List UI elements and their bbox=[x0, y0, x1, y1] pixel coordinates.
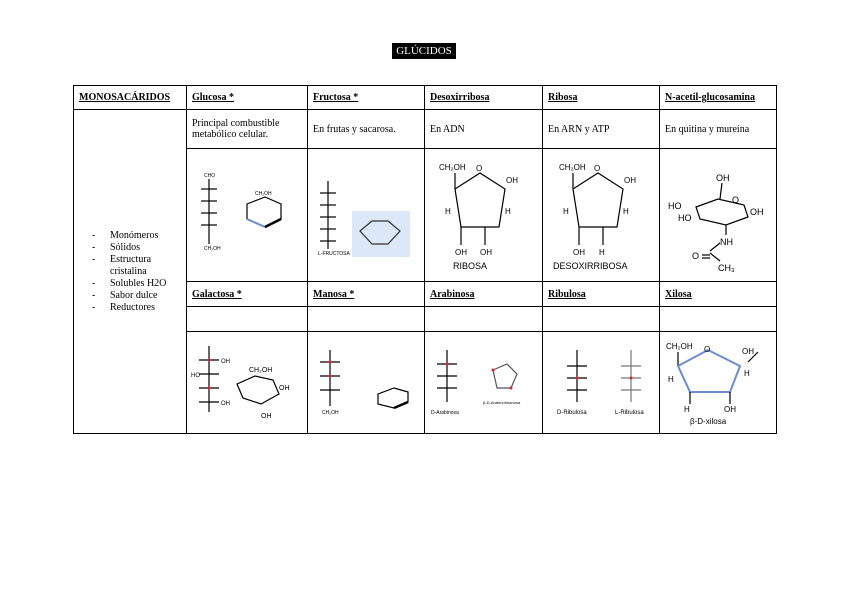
o-label: O bbox=[704, 345, 711, 354]
property-item: - Reductores bbox=[92, 302, 181, 314]
ch2oh-label: CH₂OH bbox=[249, 367, 273, 374]
oh-label: OH bbox=[624, 176, 636, 185]
h-label: H bbox=[505, 207, 511, 216]
h-label: H bbox=[744, 369, 750, 378]
properties-list bbox=[92, 230, 181, 314]
oh-label: OH bbox=[261, 413, 272, 420]
empty-cell bbox=[660, 307, 777, 332]
header-row bbox=[74, 86, 777, 110]
properties-cell bbox=[74, 110, 187, 434]
o-label: O bbox=[476, 164, 483, 173]
oh-label: OH bbox=[573, 248, 585, 257]
structure-glucosa bbox=[187, 149, 308, 282]
galactosa-structure-image bbox=[187, 332, 308, 433]
h-label: H bbox=[599, 248, 605, 257]
o-label: O bbox=[692, 251, 700, 261]
n-acetil-glucosamina-image bbox=[660, 149, 777, 281]
structure-xilosa bbox=[660, 332, 777, 434]
structure-fructosa bbox=[308, 149, 425, 282]
h-label: H bbox=[684, 405, 690, 414]
l-ribulosa-caption: L-Ribulosa bbox=[615, 410, 644, 416]
ribosa-caption: RIBOSA bbox=[453, 261, 488, 271]
empty-cell bbox=[543, 307, 660, 332]
property-item: - Monómeros bbox=[92, 230, 181, 242]
ch2oh-label: CH₂OH bbox=[666, 342, 693, 351]
desc-glucosa: Principal combustible metabólico celular. bbox=[187, 110, 308, 149]
oh-label: OH bbox=[480, 248, 492, 257]
h-label: H bbox=[563, 207, 569, 216]
header-xilosa: Xilosa bbox=[660, 282, 777, 307]
h-label: H bbox=[623, 207, 629, 216]
d-arabinosa-caption: D-Arabinosa bbox=[431, 410, 459, 416]
header-arabinosa: Arabinosa bbox=[425, 282, 543, 307]
ch3-label: CH₃ bbox=[718, 263, 735, 273]
monosaccharides-table bbox=[73, 85, 777, 434]
category-header: MONOSACÁRIDOS bbox=[74, 86, 187, 110]
property-item: - Sabor dulce bbox=[92, 290, 181, 302]
h-label: H bbox=[445, 207, 451, 216]
property-item: - Sólidos bbox=[92, 242, 181, 254]
header-galactosa: Galactosa * bbox=[187, 282, 308, 307]
oh-label: OH bbox=[279, 385, 290, 392]
ho-label: HO bbox=[668, 201, 682, 211]
desc-ribosa: En ARN y ATP bbox=[543, 110, 660, 149]
property-item: - Solubles H2O bbox=[92, 278, 181, 290]
nh-label: NH bbox=[720, 237, 733, 247]
header-ribulosa: Ribulosa bbox=[543, 282, 660, 307]
structure-arabinosa bbox=[425, 332, 543, 434]
property-item: - Estructura cristalina bbox=[92, 254, 181, 278]
ho-label: HO bbox=[191, 373, 200, 379]
oh-label: OH bbox=[221, 401, 230, 407]
page-title: GLÚCIDOS bbox=[392, 43, 456, 59]
oh-label: OH bbox=[742, 347, 754, 356]
arabinosa-structure-image bbox=[425, 332, 543, 433]
structure-desoxirribosa bbox=[425, 149, 543, 282]
desc-desoxirribosa: En ADN bbox=[425, 110, 543, 149]
svg-text:CH₂OH: CH₂OH bbox=[322, 410, 339, 416]
h-label: H bbox=[668, 375, 674, 384]
manosa-structure-image bbox=[308, 332, 425, 433]
b-arabinosa-caption: β-D-Arabinofuranosa bbox=[483, 400, 521, 405]
o-label: O bbox=[732, 195, 740, 205]
oh-label: OH bbox=[455, 248, 467, 257]
desoxirribosa-caption: DESOXIRRIBOSA bbox=[553, 261, 628, 271]
desoxirribosa-ring-image bbox=[543, 149, 660, 281]
header-desoxirribosa: Desoxirribosa bbox=[425, 86, 543, 110]
header-fructosa: Fructosa * bbox=[308, 86, 425, 110]
oh-label: OH bbox=[724, 405, 736, 414]
structure-ribulosa bbox=[543, 332, 660, 434]
desc-fructosa: En frutas y sacarosa. bbox=[308, 110, 425, 149]
header-glucosa: Glucosa * bbox=[187, 86, 308, 110]
fructosa-structure-image bbox=[308, 149, 425, 281]
empty-cell bbox=[308, 307, 425, 332]
ribosa-ring-image bbox=[425, 149, 542, 281]
structure-n-acetil bbox=[660, 149, 777, 282]
header-ribosa: Ribosa bbox=[543, 86, 660, 110]
ho-label: HO bbox=[678, 213, 692, 223]
xilosa-structure-image bbox=[660, 332, 777, 433]
oh-label: OH bbox=[221, 359, 230, 365]
empty-cell bbox=[425, 307, 543, 332]
oh-label: OH bbox=[506, 176, 518, 185]
ribulosa-structure-image bbox=[543, 332, 660, 433]
svg-text:CHO: CHO bbox=[204, 173, 216, 179]
ch2oh-label: CH₂OH bbox=[559, 163, 586, 172]
structure-galactosa bbox=[187, 332, 308, 434]
description-row bbox=[74, 110, 777, 149]
empty-cell bbox=[187, 307, 308, 332]
oh-label: OH bbox=[716, 173, 730, 183]
header-n-acetil-glucosamina: N-acetil-glucosamina bbox=[660, 86, 777, 110]
desc-n-acetil: En quitina y mureína bbox=[660, 110, 777, 149]
d-ribulosa-caption: D-Ribulosa bbox=[557, 410, 587, 416]
svg-text:CH₂OH: CH₂OH bbox=[255, 191, 272, 197]
svg-text:CH₂OH: CH₂OH bbox=[204, 246, 221, 252]
b-xilosa-caption: β-D-xilosa bbox=[690, 417, 727, 426]
structure-ribosa bbox=[543, 149, 660, 282]
svg-text:L-FRUCTOSA: L-FRUCTOSA bbox=[318, 251, 350, 257]
header-manosa: Manosa * bbox=[308, 282, 425, 307]
structure-manosa bbox=[308, 332, 425, 434]
glucosa-structure-image bbox=[187, 149, 307, 281]
oh-label: OH bbox=[750, 207, 764, 217]
ch2oh-label: CH₂OH bbox=[439, 163, 466, 172]
o-label: O bbox=[594, 164, 601, 173]
